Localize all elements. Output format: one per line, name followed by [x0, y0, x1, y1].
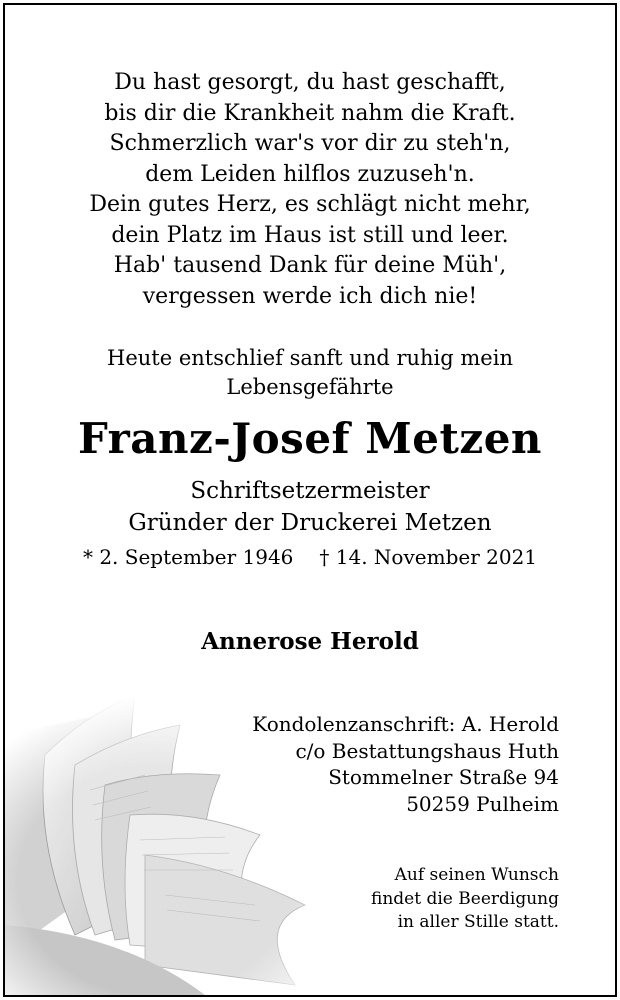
note-line: Auf seinen Wunsch — [394, 865, 559, 885]
poem-line: bis dir die Krankheit nahm die Kraft. — [104, 100, 516, 126]
death-date: † 14. November 2021 — [319, 545, 538, 569]
condolence-address — [252, 711, 559, 817]
poem — [5, 68, 615, 312]
mourner-name: Annerose Herold — [201, 628, 419, 655]
address-line: Kondolenzanschrift: A. Herold — [252, 712, 559, 736]
birth-date: * 2. September 1946 — [82, 545, 294, 569]
poem-line: dem Leiden hilflos zuzuseh'n. — [145, 161, 475, 187]
address-line: c/o Bestattungshaus Huth — [295, 738, 559, 763]
poem-line: Hab' tausend Dank für deine Müh', — [113, 253, 507, 278]
address-line: Stommelner Straße 94 — [328, 765, 559, 789]
deceased-details — [5, 475, 615, 539]
poem-line: Du hast gesorgt, du hast geschafft, — [114, 70, 506, 95]
deceased-profession: Schriftsetzermeister — [190, 478, 430, 504]
poem-line: dein Platz im Haus ist still und leer. — [111, 222, 509, 248]
note-line: findet die Beerdigung — [371, 888, 559, 909]
deceased-role: Gründer der Druckerei Metzen — [128, 510, 492, 536]
obituary-frame — [3, 3, 617, 997]
funeral-note — [371, 864, 559, 935]
announcement-line: Heute entschlief sanft und ruhig mein — [107, 346, 513, 370]
address-line: 50259 Pulheim — [406, 791, 559, 816]
announcement-line: Lebensgefährte — [226, 375, 394, 399]
poem-line: vergessen werde ich dich nie! — [142, 283, 478, 309]
life-dates — [5, 543, 615, 571]
poem-line: Schmerzlich war's vor dir zu steh'n, — [109, 131, 511, 156]
deceased-name: Franz-Josef Metzen — [78, 414, 542, 463]
poem-line: Dein gutes Herz, es schlägt nicht mehr, — [89, 192, 531, 217]
announcement — [5, 344, 615, 402]
note-line: in aller Stille statt. — [397, 912, 559, 932]
